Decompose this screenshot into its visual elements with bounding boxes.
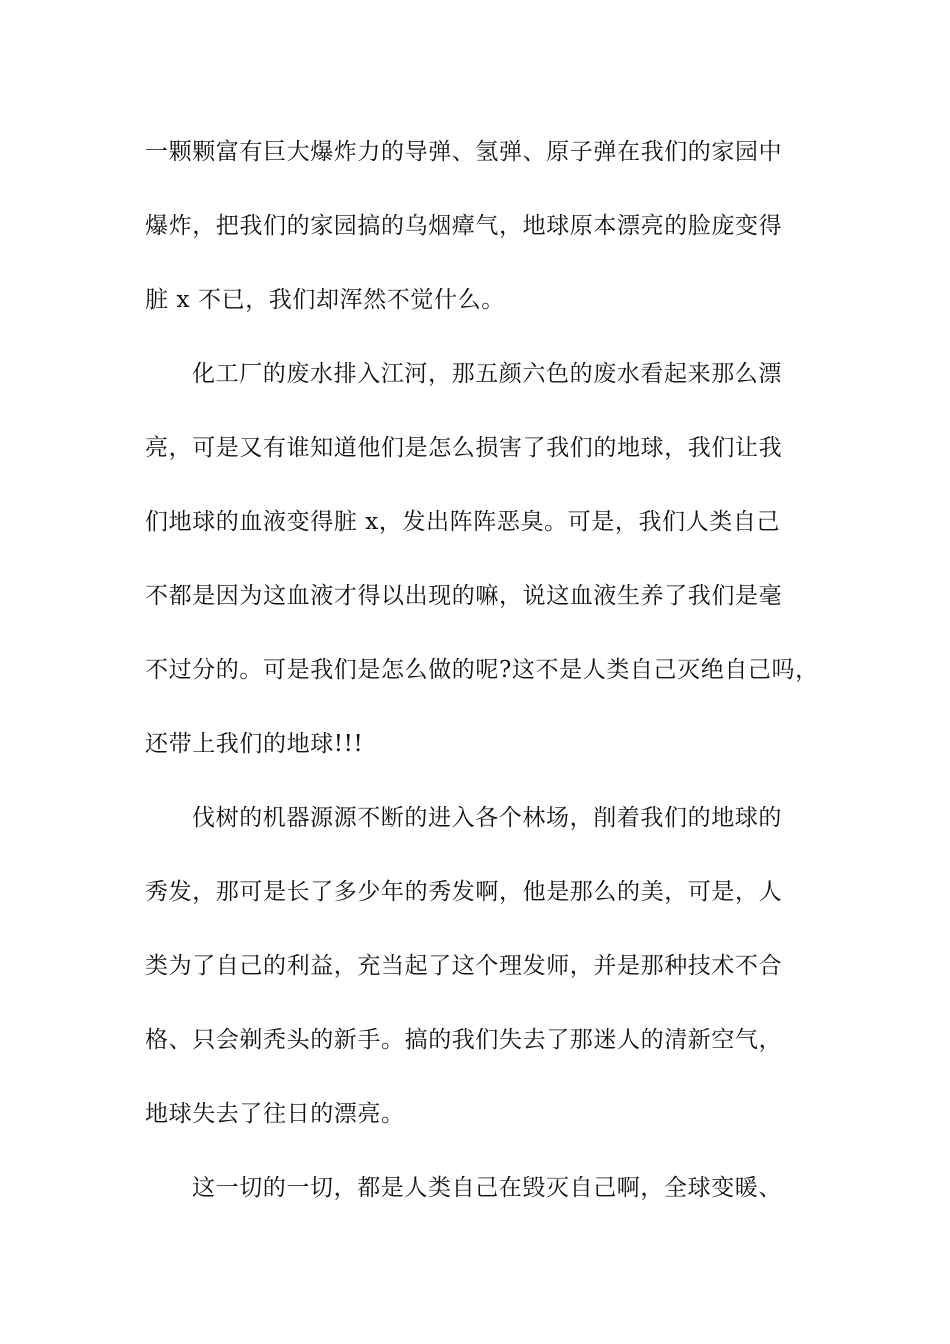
- text-line: 亮，可是又有谁知道他们是怎么损害了我们的地球，我们让我: [145, 435, 783, 461]
- text-line: 还带上我们的地球!!!: [145, 731, 364, 757]
- text-line: 不都是因为这血液才得以出现的嘛，说这血液生养了我们是毫: [145, 583, 783, 609]
- article-body: [145, 130, 819, 1240]
- text-line: 一颗颗富有巨大爆炸力的导弹、氢弹、原子弹在我们的家园中: [145, 139, 783, 165]
- paragraph-first-line: 这一切的一切，都是人类自己在毁灭自己啊，全球变暖、: [192, 1175, 782, 1201]
- text-line: 地球失去了往日的漂亮。: [145, 1101, 405, 1127]
- text-line: 爆炸，把我们的家园搞的乌烟瘴气，地球原本漂亮的脸庞变得: [145, 213, 783, 239]
- text-line: 不过分的。可是我们是怎么做的呢?这不是人类自己灭绝自己吗，: [145, 657, 819, 683]
- paragraph-first-line: 伐树的机器源源不断的进入各个林场，削着我们的地球的: [192, 805, 782, 831]
- text-line: 们地球的血液变得脏 x，发出阵阵恶臭。可是，我们人类自己: [145, 509, 781, 535]
- text-line: 脏 x 不已，我们却浑然不觉什么。: [145, 287, 505, 313]
- text-line: 格、只会剃秃头的新手。搞的我们失去了那迷人的清新空气，: [145, 1027, 783, 1053]
- text-line: 秀发，那可是长了多少年的秀发啊，他是那么的美，可是，人: [145, 879, 783, 905]
- text-line: 类为了自己的利益，充当起了这个理发师，并是那种技术不合: [145, 953, 783, 979]
- paragraph-first-line: 化工厂的废水排入江河，那五颜六色的废水看起来那么漂: [192, 361, 782, 387]
